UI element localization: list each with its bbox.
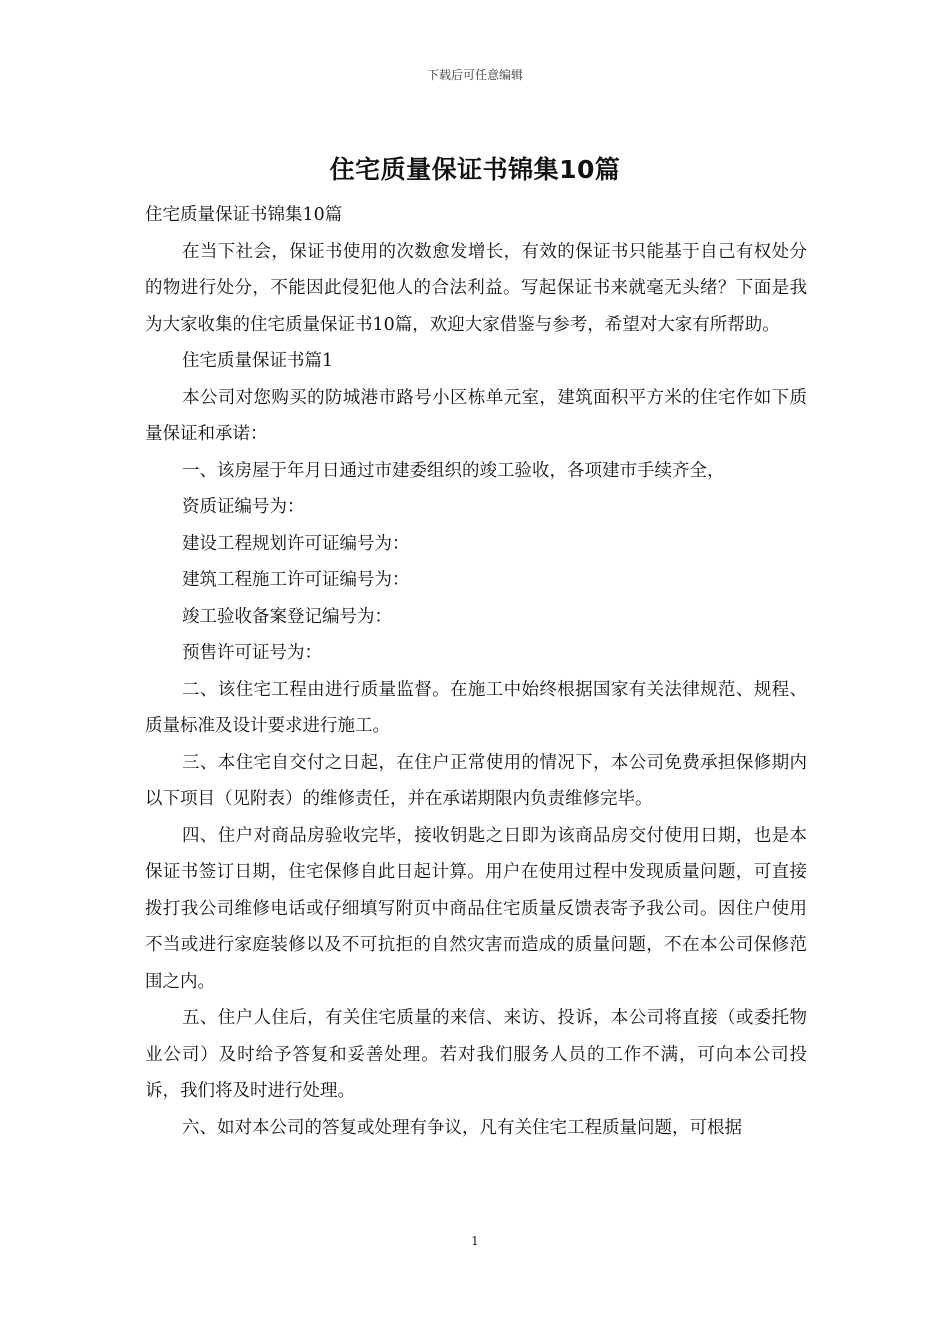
clause-6-paragraph: 六、如对本公司的答复或处理有争议，凡有关住宅工程质量问题，可根据 [182, 1117, 742, 1138]
planning-permit-line: 建设工程规划许可证编号为： [182, 533, 410, 554]
subtitle-paragraph: 住宅质量保证书锦集10篇 [145, 205, 343, 225]
clause-1-paragraph: 一、该房屋于年月日通过市建委组织的竣工验收，各项建市手续齐全， [182, 460, 725, 481]
section-heading: 住宅质量保证书篇1 [182, 351, 334, 371]
page-header: 下载后可任意编辑 [426, 68, 523, 82]
body-paragraph: 本公司对您购买的防城港市路号小区栋单元室，建筑面积平方米的住宅作如下质量保证和承诺： [145, 387, 807, 444]
document-body [145, 197, 807, 1146]
intro-paragraph: 在当下社会，保证书使用的次数愈发增长，有效的保证书只能基于自己有权处分的物进行处分，不能因此侵犯他人的合法利益。写起保证书来就毫无头绪？下面是我为大家收集的住宅质量保证书10篇，欢迎大家借鉴与参考，希望对大家有所帮助。 [145, 241, 807, 335]
presale-permit-line: 预售许可证号为： [182, 643, 322, 663]
acceptance-record-line: 竣工验收备案登记编号为： [182, 606, 392, 627]
construction-permit-line: 建筑工程施工许可证编号为： [182, 570, 410, 590]
document-title: 住宅质量保证书锦集10篇 [329, 155, 621, 184]
page-number: 1 [471, 1234, 479, 1248]
clause-5-paragraph: 五、住户人住后，有关住宅质量的来信、来访、投诉，本公司将直接（或委托物业公司）及时给予答复和妥善处理。若对我们服务人员的工作不满，可向本公司投诉，我们将及时进行处理。 [145, 1008, 807, 1101]
clause-2-paragraph: 二、该住宅工程由进行质量监督。在施工中始终根据国家有关法律规范、规程、质量标准及设计要求进行施工。 [145, 679, 807, 736]
clause-4-paragraph: 四、住户对商品房验收完毕，接收钥匙之日即为该商品房交付使用日期，也是本保证书签订日期，住宅保修自此日起计算。用户在使用过程中发现质量问题，可直接拨打我公司维修电话或仔细填写附页中商品住宅质量反馈表寄予我公司。因住户使用不当或进行家庭装修以及不可抗拒的自然灾害而造成的质量问题，不在本公司保修范围之内。 [145, 825, 807, 992]
qualification-number-line: 资质证编号为： [182, 497, 305, 517]
clause-3-paragraph: 三、本住宅自交付之日起，在住户正常使用的情况下，本公司免费承担保修期内以下项目（见附表）的维修责任，并在承诺期限内负责维修完毕。 [145, 752, 807, 809]
